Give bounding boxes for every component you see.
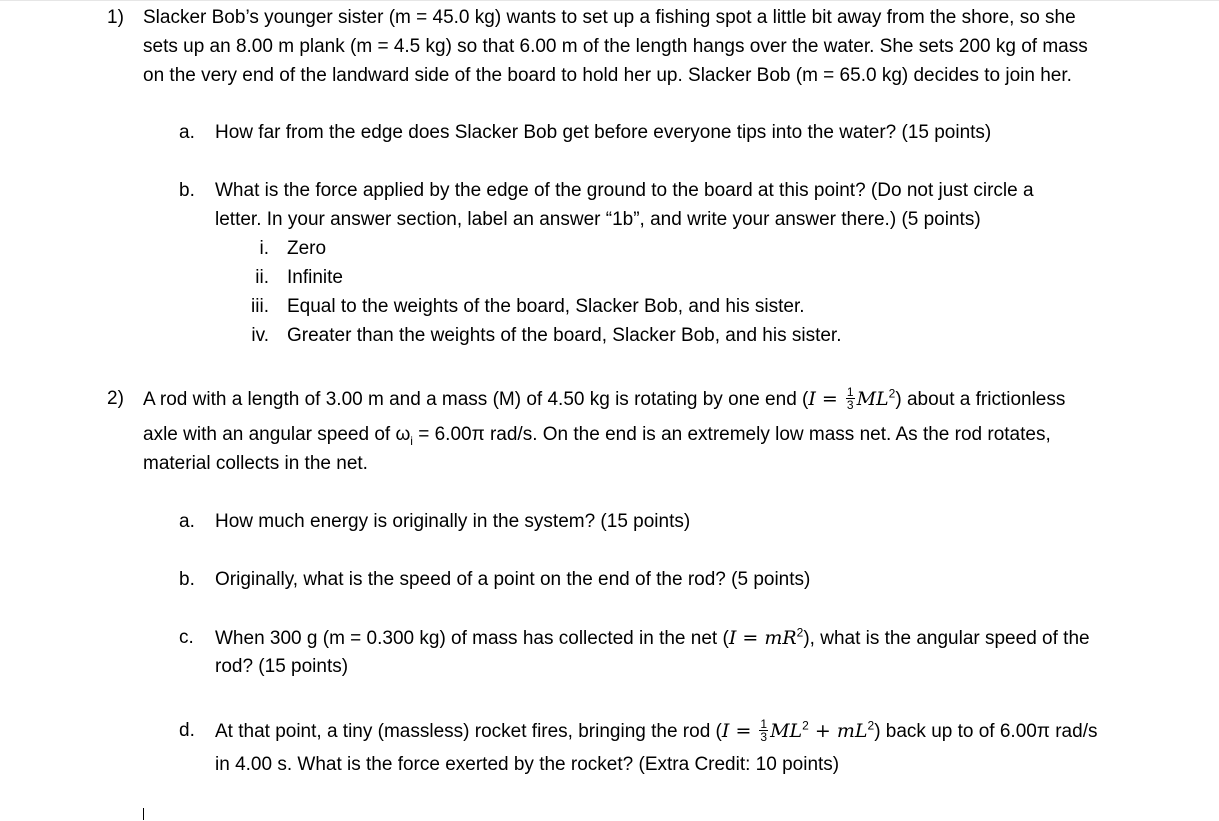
q2a-text: How much energy is originally in the system? (15 points) (215, 511, 691, 532)
q1a-text: How far from the edge does Slacker Bob get before everyone tips into the water? (15 points) (215, 122, 992, 143)
question-2-number: 2) (107, 388, 124, 409)
q1b-option-iv-text: Greater than the weights of the board, Slacker Bob, and his sister. (287, 325, 842, 346)
page-top-border (0, 0, 1219, 1)
q1b-option-i-label: i. (259, 238, 269, 259)
question-1-number: 1) (107, 7, 124, 28)
q1b-option-iii-label: iii. (251, 296, 269, 317)
q2c-label: c. (179, 627, 194, 648)
q1b-option-ii-text: Infinite (287, 267, 343, 288)
q2d-line-1: At that point, a tiny (massless) rocket fires, bringing the rod (I = $\frac{1}{3}$ $ML^2 + mL^2$) back up to of 6.00π rad/s (215, 717, 1098, 745)
q1b-option-ii-label: ii. (255, 267, 269, 288)
question-1-line-2: sets up an 8.00 m plank (m = 4.5 kg) so that 6.00 m of the length hangs over the water. She sets 200 kg of mass (143, 36, 1088, 57)
question-2-line-2: axle with an angular speed of $\omega_i = 6.00\pi$ rad/s. On the end is an extremely low mass net. As the rod rotates, (143, 424, 1051, 448)
q2d-label: d. (179, 720, 195, 741)
q1b-line-2: letter. In your answer section, label an answer “1b”, and write your answer there.) (5 points) (215, 209, 981, 230)
question-1-line-3: on the very end of the landward side of the board to hold her up. Slacker Bob (m = 65.0 kg) decides to join her. (143, 65, 1072, 86)
text-cursor[interactable] (143, 808, 144, 820)
q1b-label: b. (179, 180, 195, 201)
q2d-line-2: in 4.00 s. What is the force exerted by the rocket? (Extra Credit: 10 points) (215, 754, 840, 775)
question-2-line-1: A rod with a length of 3.00 m and a mass (M) of 4.50 kg is rotating by one end (I = $\frac{1}{3}$ $ML^2$) about a frictionless (143, 385, 1066, 413)
question-1-line-1: Slacker Bob’s younger sister (m = 45.0 kg) wants to set up a fishing spot a little bit away from the shore, so she (143, 7, 1076, 28)
q1b-option-iv-label: iv. (251, 325, 269, 346)
q2b-text: Originally, what is the speed of a point on the end of the rod? (5 points) (215, 569, 811, 590)
question-2-line-3: material collects in the net. (143, 453, 368, 474)
q1b-line-1: What is the force applied by the edge of the ground to the board at this point? (Do not just circle a (215, 180, 1034, 201)
fraction-one-third: $\frac{1}{3}$ (760, 717, 768, 745)
q1a-label: a. (179, 122, 195, 143)
fraction-one-third: $\frac{1}{3}$ (846, 385, 854, 413)
q2c-line-2: rod? (15 points) (215, 656, 349, 677)
q1b-option-i-text: Zero (287, 238, 327, 259)
q1b-option-iii-text: Equal to the weights of the board, Slacker Bob, and his sister. (287, 296, 805, 317)
q2b-label: b. (179, 569, 195, 590)
q2c-line-1: When 300 g (m = 0.300 kg) of mass has collected in the net $(I = mR^2)$, what is the angular speed of the (215, 625, 1090, 649)
q2a-label: a. (179, 511, 195, 532)
